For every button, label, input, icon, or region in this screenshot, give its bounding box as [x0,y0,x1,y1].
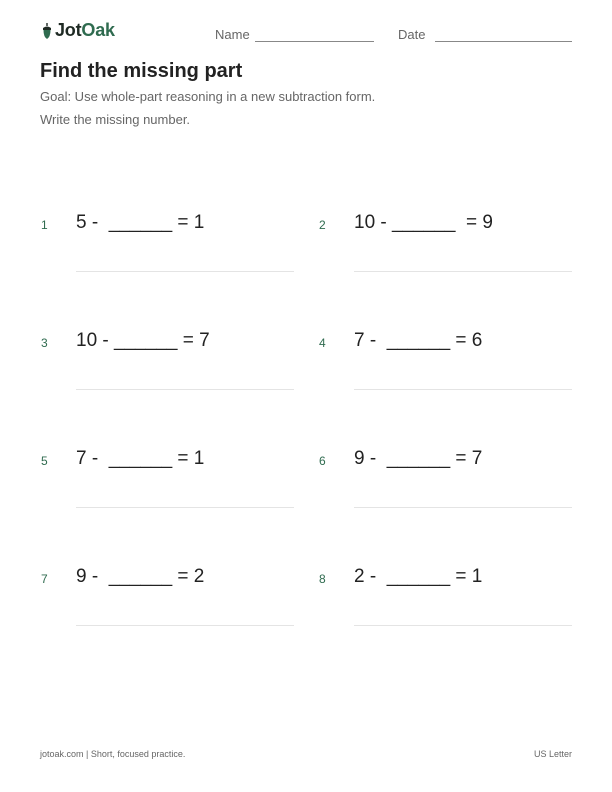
answer-line[interactable] [354,507,572,508]
problem-6 [319,448,559,508]
answer-line[interactable] [76,271,294,272]
problem-4 [319,330,559,390]
problem-number: 4 [319,336,326,350]
problem-equation: 5 - ______ = 1 [76,212,205,233]
date-line[interactable] [435,41,572,42]
date-field[interactable] [398,27,425,42]
problem-number: 5 [41,454,48,468]
problem-equation: 7 - ______ = 6 [354,330,483,351]
answer-line[interactable] [354,625,572,626]
problem-equation: 9 - ______ = 2 [76,566,205,587]
problem-number: 7 [41,572,48,586]
problem-number: 3 [41,336,48,350]
page-title: Find the missing part [40,60,243,82]
answer-line[interactable] [354,389,572,390]
acorn-icon [41,22,53,40]
brand-name-oak: Oak [81,20,115,40]
problem-equation: 10 - ______ = 7 [76,330,210,351]
problem-3 [41,330,281,390]
problem-equation: 7 - ______ = 1 [76,448,205,469]
problem-2 [319,212,559,272]
problem-number: 2 [319,218,326,232]
answer-line[interactable] [76,507,294,508]
instructions-text: Write the missing number. [40,112,191,127]
goal-text: Goal: Use whole-part reasoning in a new subtraction form. [40,89,376,104]
problem-number: 6 [319,454,326,468]
name-label: Name [215,27,250,42]
problem-5 [41,448,281,508]
name-field[interactable] [215,27,250,42]
answer-line[interactable] [76,389,294,390]
problem-equation: 9 - ______ = 7 [354,448,483,469]
date-label: Date [398,27,426,42]
problem-number: 8 [319,572,326,586]
problem-1 [41,212,281,272]
problem-equation: 2 - ______ = 1 [354,566,483,587]
page-size-label: US Letter [533,749,572,759]
answer-line[interactable] [354,271,572,272]
brand-logo [41,20,115,41]
footer-text: jotoak.com | Short, focused practice. [40,749,186,759]
brand-name-jot: Jot [55,20,82,40]
problem-8 [319,566,559,626]
answer-line[interactable] [76,625,294,626]
name-line[interactable] [255,41,374,42]
problem-number: 1 [41,218,48,232]
problem-equation: 10 - ______ = 9 [354,212,493,233]
problem-7 [41,566,281,626]
brand-name [55,20,115,41]
